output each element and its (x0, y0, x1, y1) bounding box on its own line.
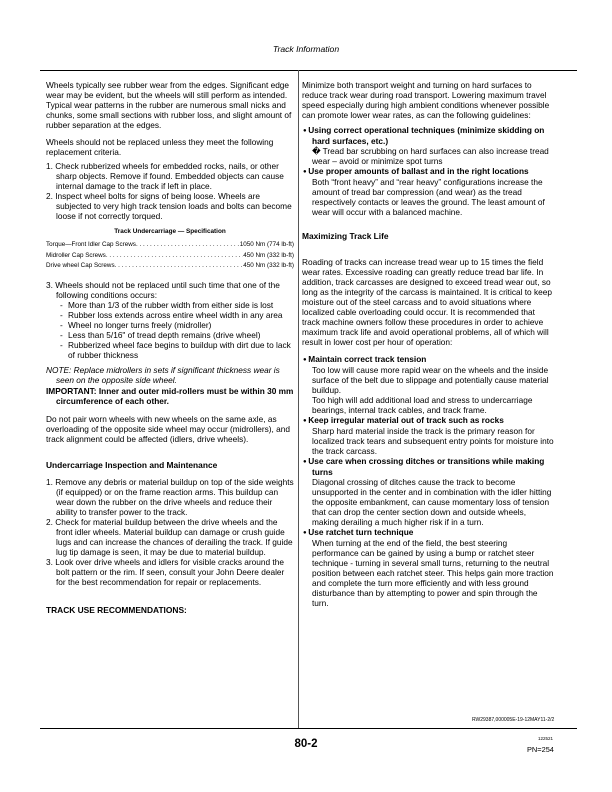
bullet-title: ● Use care when crossing ditches or transitions while making turns (303, 456, 544, 477)
spec-leader (106, 251, 243, 262)
list-item: 2. Check for material buildup between the drive wheels and the front idler wheels. Material buildup can damage or crush guide lugs and can increase the chances of derailing the track. If guide lug tip damage is seen, it may be due to material buildup. (46, 516, 293, 557)
spec-value: 450 Nm (332 lb-ft) (243, 262, 294, 269)
bullet-item (302, 527, 554, 538)
inspection-heading: Undercarriage Inspection and Maintenance (46, 459, 218, 470)
page-header-title: Track Information (272, 44, 340, 54)
spec-name: Torque—Front Idler Cap Screws (46, 241, 136, 248)
list-item: 3. Look over drive wheels and idlers for visible cracks around the bolt pattern or the rim. If seen, consult your John Deere dealer for the best recommendation for repair or replacements. (46, 556, 285, 587)
list-item: 3. Wheels should not be replaced until such time that one of the following conditions occurs: (46, 279, 280, 300)
spec-row (46, 251, 294, 262)
bullet-body: Too low will cause more rapid wear on the wheels and the inside surface of the belt due to slippage and potentially cause material buildup. (312, 365, 549, 395)
list-item: - More than 1/3 of the rubber width from either side is lost (46, 300, 294, 310)
transport-paragraph: Minimize both transport weight and turning on hard surfaces to reduce track wear during road transport. Lowering maximum travel speed especially during high ambient conditions whenever possible can promote lower wear rates, as can the following guidelines: (302, 80, 550, 120)
bullet-item (302, 415, 554, 426)
list-item: - Less than 5/16" of tread depth remains (drive wheel) (46, 330, 294, 340)
bullet-title: ● Using correct operational techniques (minimize skidding on hard surfaces, etc.) (303, 125, 544, 146)
roading-paragraph: Roading of tracks can increase tread wear up to 15 times the field wear rates. Excessive roading can greatly reduce tread bar life. In addition, track carcasses are designed to exceed tread wear out, so long as the integrity of the carcass is maintained. It is critical to keep moisture out of the steel carcass and to avoid situations where localized cable overloading could occur. It is recommended that track machine owners follow these procedures in order to achieve maximum track life and avoid operational problems, all of which will result in lower cost per hour of operation: (302, 257, 552, 347)
replacement-criteria-paragraph: Wheels should not be replaced unless they meet the following replacement criteria. (46, 137, 274, 157)
spec-leader (136, 240, 240, 251)
replacement-conditions-list (46, 300, 294, 360)
spec-name: Drive wheel Cap Screws (46, 262, 115, 269)
left-column (46, 80, 294, 615)
print-code: 122521 (538, 736, 554, 741)
list-item: 2. Inspect wheel bolts for signs of being loose. Wheels are subjected to very high track tension loads and bolts can become loose if not correctly torqued. (46, 191, 292, 221)
column-divider (298, 70, 299, 728)
document-id: RW29387,000005E-19-12MAY11-2/2 (472, 717, 555, 723)
track-life-heading: Maximizing Track Life (302, 231, 389, 241)
list-item: 1. Remove any debris or material buildup on top of the side weights (if equipped) or on the frame reaction arms. This buildup can wear down the rubber on the drive wheels and reduce their ability to transfer power to the track. (46, 476, 294, 517)
bullet-item (302, 125, 554, 146)
spec-value: 450 Nm (332 lb-ft) (243, 251, 294, 259)
bullet-title: ● Use ratchet turn technique (303, 527, 413, 537)
bullet-item (302, 354, 554, 365)
spec-row (46, 240, 294, 251)
bullet-body: When turning at the end of the field, the best steering performance can be gained by using a bump or ratchet steer technique - turning in several small turns, returning to the neutral position between each ratchet steer. This helps gain more traction and complete the turn more efficiently and with less ground disturbance than by attempting to power and spin through the turn. (312, 538, 554, 608)
list-item: 1. Check rubberized wheels for embedded rocks, nails, or other sharp objects. Remove if found. Embedded objects can cause internal damage to the track if left in place. (46, 161, 284, 191)
list-item: - Rubberized wheel face begins to buildup with dirt due to lack of rubber thickness (46, 340, 294, 360)
bullet-title: ● Maintain correct track tension (303, 354, 426, 364)
spec-row (46, 261, 294, 272)
footer-rule (40, 728, 577, 729)
bullet-body: � Tread bar scrubbing on hard surfaces can also increase tread wear – avoid or minimize spot turns (312, 146, 549, 166)
note-text: NOTE: Replace midrollers in sets if significant thickness wear is seen on the opposite side wheel. (46, 364, 280, 385)
wheel-wear-paragraph: Wheels typically see rubber wear from the edges. Significant edge wear may be evident, but the wheels will still perform as intended. Typical wear patterns in the rubber are numerous small nicks and chunks, some small sections with rubber loss, and slight amount of rubber separation at the edges. (46, 80, 292, 130)
bullet-body: Both “front heavy” and “rear heavy” configurations increase the amount of tread bar compression (and wear) as the tread respectively contacts or leaves the ground. The least amount of wear will occur with a balanced machine. (312, 177, 545, 217)
track-use-heading: TRACK USE RECOMMENDATIONS: (46, 604, 187, 615)
list-item: - Wheel no longer turns freely (midroller) (46, 320, 294, 330)
header-rule (40, 70, 577, 71)
spec-name: Midroller Cap Screws (46, 251, 106, 259)
spec-leader (115, 261, 244, 272)
pn-number: PN=254 (527, 745, 554, 754)
bullet-item (302, 166, 554, 177)
bullet-body: Sharp hard material inside the track is the primary reason for localized track tears and subsequent entry points for moisture into the track carcass. (312, 426, 554, 456)
spec-value: 1050 Nm (774 lb-ft) (239, 241, 294, 248)
right-column (302, 80, 554, 608)
important-text: IMPORTANT: Inner and outer mid-rollers must be within 30 mm circumference of each other. (46, 385, 294, 406)
spec-table-title: Track Undercarriage — Specification (114, 228, 226, 235)
bullet-title: ● Keep irregular material out of track such as rocks (303, 415, 504, 425)
bullet-body: Diagonal crossing of ditches cause the track to become unsupported in the center and in combination with the idler hitting the opposite embankment, can cause momentary loss of tension that can drop the center section down and outside wheels, making derailing a much higher risk if in a turn. (312, 477, 552, 527)
bullet-item (302, 456, 554, 477)
bullet-title: ● Use proper amounts of ballast and in the right locations (303, 166, 529, 176)
list-item: - Rubber loss extends across entire wheel width in any area (46, 310, 294, 320)
pairing-paragraph: Do not pair worn wheels with new wheels on the same axle, as overloading of the opposite side wheel may occur (midrollers), and track alignment could be affected (idlers, drive wheels). (46, 413, 290, 444)
page-number: 80-2 (294, 738, 318, 750)
bullet-body: Too high will add additional load and stress to undercarriage bearings, internal track cables, and track frame. (312, 395, 533, 415)
